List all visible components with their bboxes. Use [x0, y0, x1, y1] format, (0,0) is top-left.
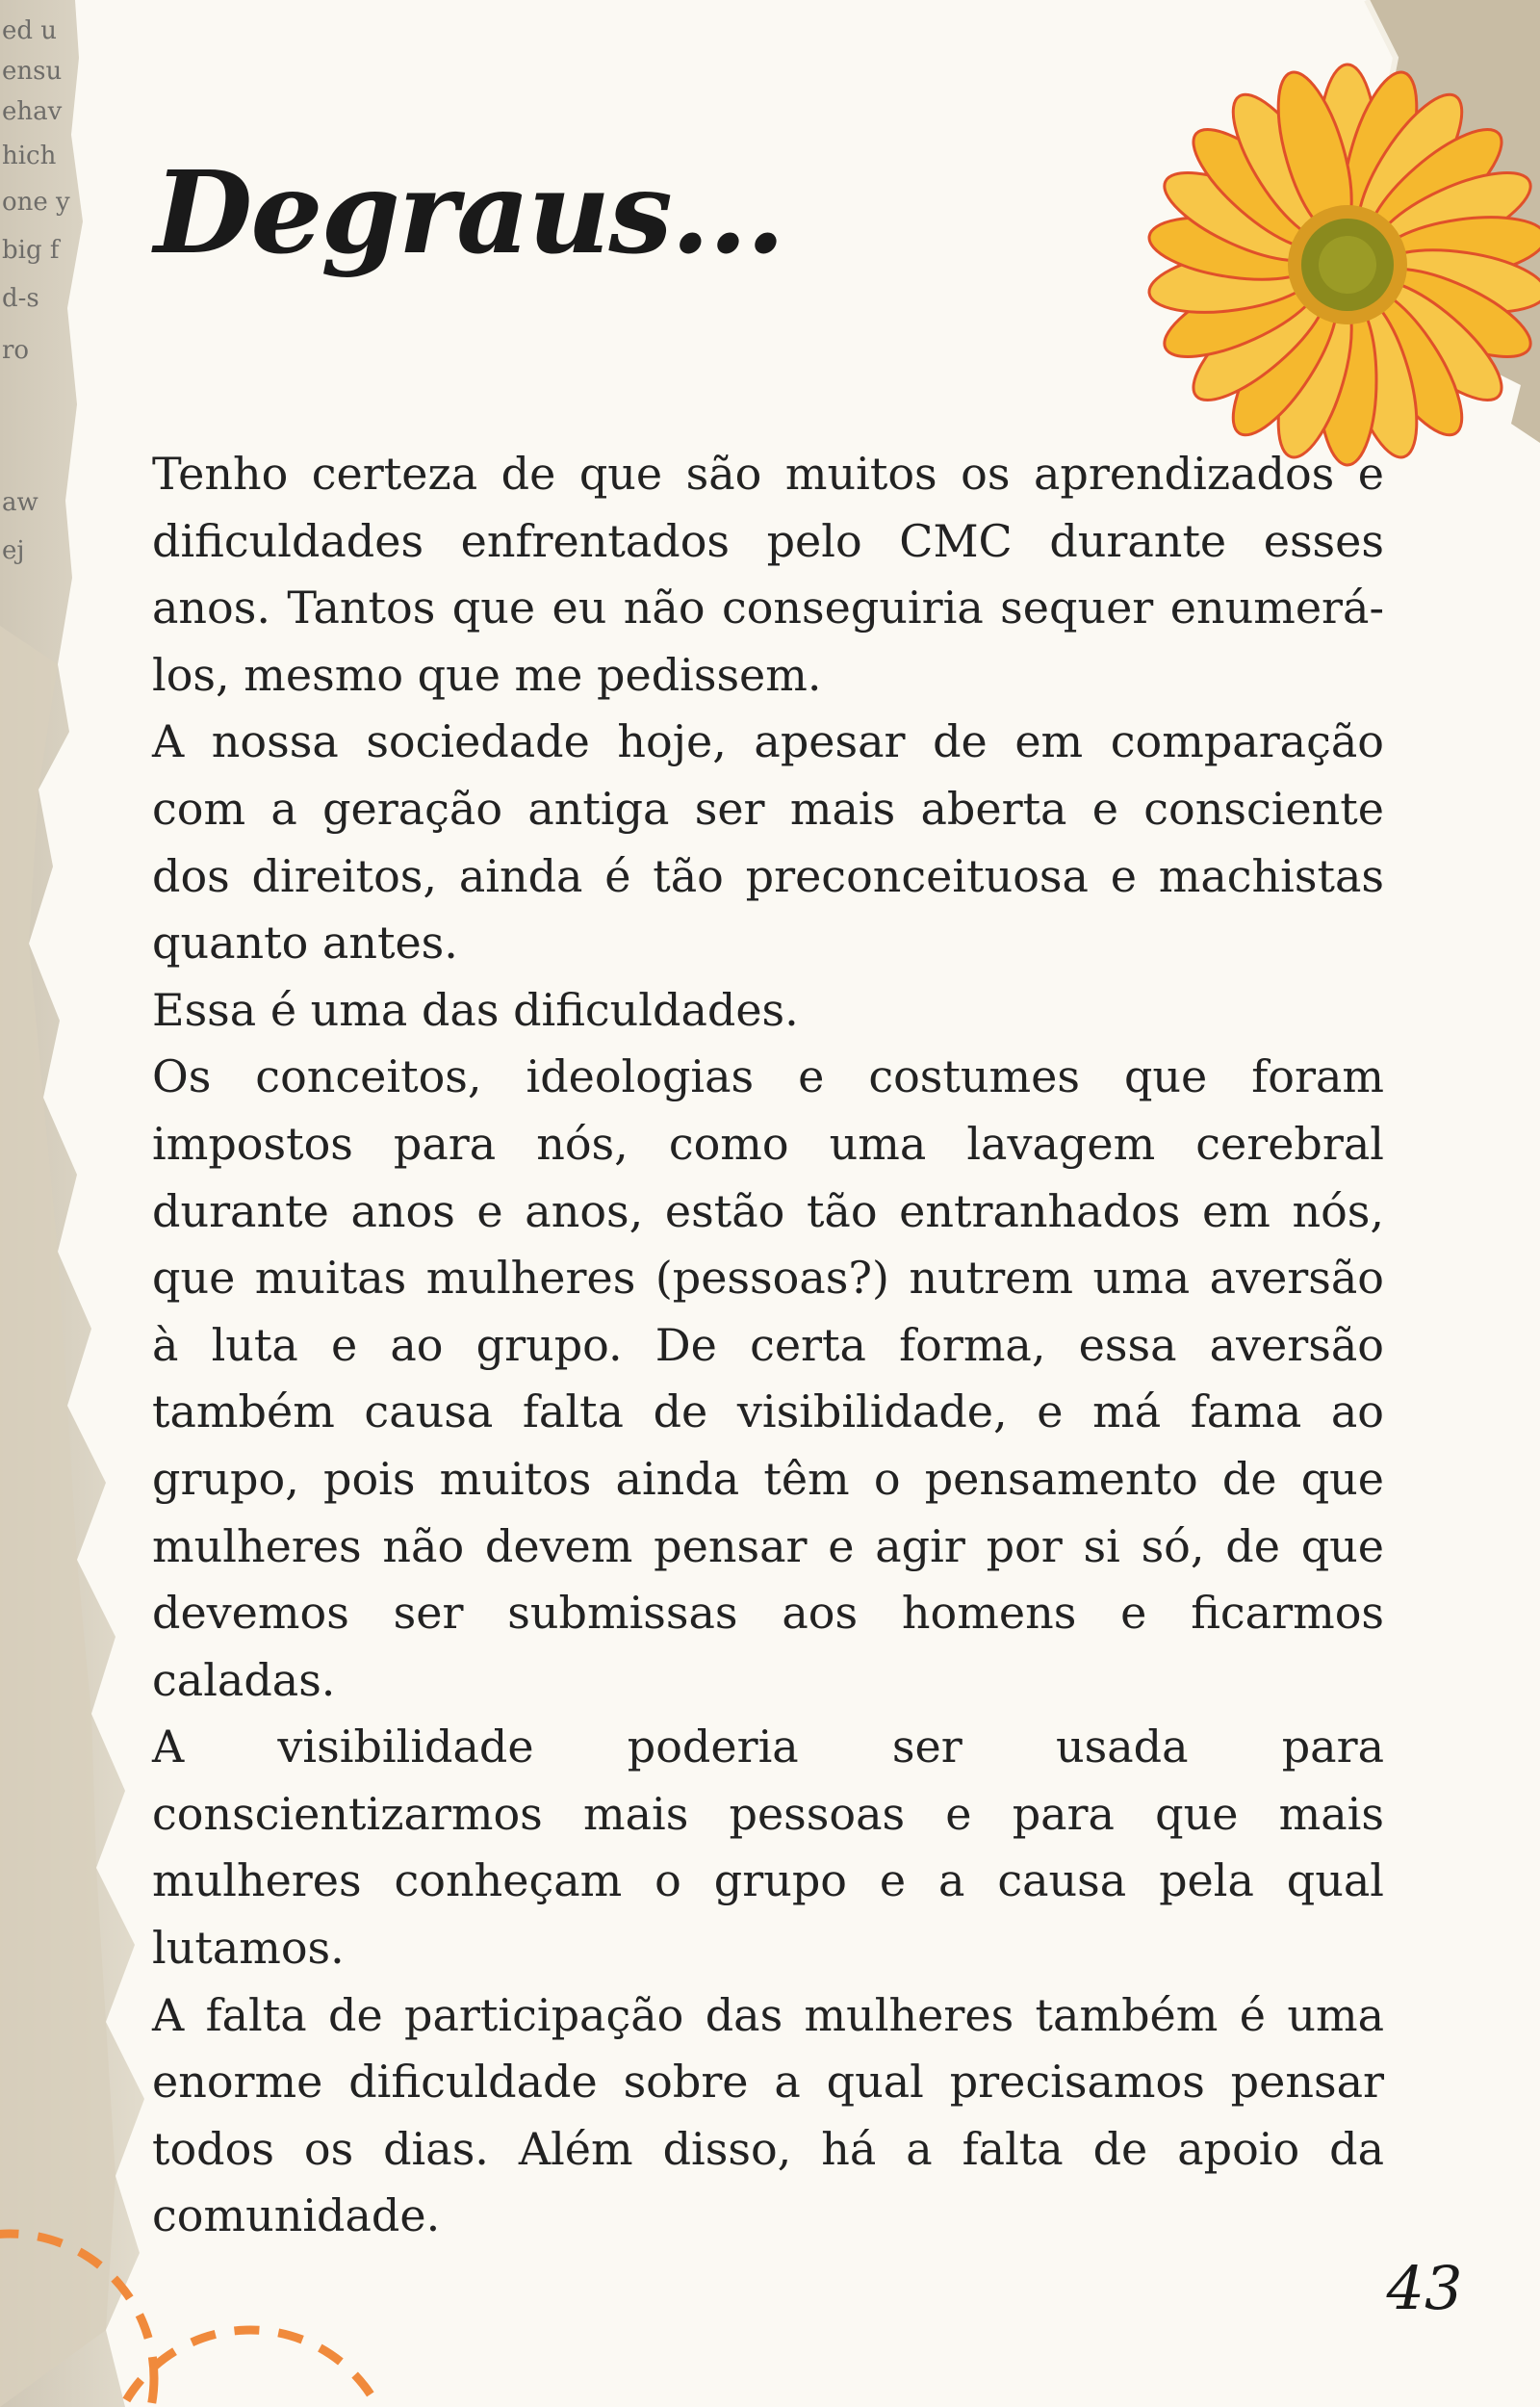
paragraph: Tenho certeza de que são muitos os aprendizados e dificuldades enfrentados pelo CMC durante esses anos. Tantos que eu não conseguiria sequer enumerá-los, mesmo que me pedissem.	[152, 448, 1384, 701]
paragraph: A visibilidade poderia ser usada para conscientizarmos mais pessoas e para que mais mulheres conheçam o grupo e a causa pela qual lutamos.	[152, 1721, 1384, 1975]
newspaper-fragment: ro	[2, 336, 30, 365]
newspaper-strip	[0, 0, 154, 2407]
newspaper-fragment: big f	[2, 236, 60, 265]
newspaper-fragment: aw	[2, 488, 38, 517]
newspaper-fragment: ehav	[2, 97, 63, 126]
newspaper-fragment: d-s	[2, 284, 39, 313]
page-number: 43	[1386, 2253, 1463, 2323]
newspaper-fragment: ej	[2, 536, 25, 565]
page-title: Degraus...	[154, 145, 784, 279]
paragraph: Os conceitos, ideologias e costumes que foram impostos para nós, como uma lavagem cerebral durante anos e anos, estão tão entranhados em nós, que muitas mulheres (pessoas?) nutrem uma aversão à luta e ao grupo. De certa forma, essa aversão também causa falta de visibilidade, e má fama ao grupo, pois muitos ainda têm o pensamento de que mulheres não devem pensar e agir por si só, de que devemos ser submissas aos homens e ficarmos caladas.	[152, 1050, 1384, 1706]
body-text	[152, 441, 1384, 2250]
paragraph: A nossa sociedade hoje, apesar de em comparação com a geração antiga ser mais aberta e consciente dos direitos, ainda é tão preconceituosa e machistas quanto antes.	[152, 715, 1384, 970]
paragraph: A falta de participação das mulheres também é uma enorme dificuldade sobre a qual precisamos pensar todos os dias. Além disso, há a falta de apoio da comunidade.	[152, 1988, 1384, 2242]
newspaper-fragment: ensu	[2, 57, 63, 86]
flower-icon	[1141, 58, 1540, 472]
paragraph: Essa é uma das dificuldades.	[152, 983, 799, 1036]
newspaper-fragment: one y	[2, 188, 70, 217]
newspaper-fragment: ed u	[2, 16, 58, 45]
newspaper-fragment: hich	[2, 142, 57, 170]
